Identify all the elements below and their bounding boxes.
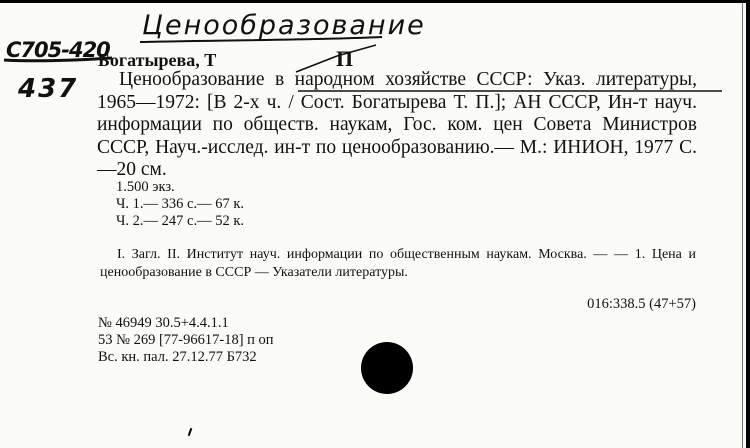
code-underline — [4, 58, 112, 61]
service-line-2: 53 № 269 [77-96617-18] п оп — [98, 332, 274, 348]
part-1-info: Ч. 1.— 336 с.— 67 к. — [116, 196, 245, 212]
card-punch-hole — [361, 342, 413, 394]
print-run: 1.500 экз. — [116, 179, 175, 195]
handwritten-subject-heading: Ценообразование — [142, 10, 426, 41]
handwritten-shelf-code: С705-420 — [6, 38, 110, 62]
tracing-block: I. Загл. II. Институт науч. информации по общественным наукам. Москва. — — 1. Цена и ценообразование в СССР — Указатели литературы. — [100, 247, 696, 280]
part-2-info: Ч. 2.— 247 с.— 52 к. — [116, 213, 245, 229]
copies-block — [116, 179, 244, 230]
handwriting-underline — [140, 37, 382, 42]
service-line-3: Вс. кн. пал. 27.12.77 Б732 — [98, 349, 257, 365]
section-marker: П — [336, 46, 354, 71]
handwritten-number: 437 — [18, 74, 79, 104]
bibliographic-description: Ценообразование в народном хозяйстве СССР: Указ. литературы, 1965—1972: [В 2-х ч. / Сост. Богатырева Т. П.]; АН СССР, Ин-т науч. информации по обществ. наукам, Гос. ком. цен Совета Министров СССР, Науч.-исслед. ин-т по ценообразованию.— М.: ИНИОН, 1977 С.—20 см. — [97, 69, 697, 180]
service-line-1: № 46949 30.5+4.4.1.1 — [98, 315, 229, 331]
classification-code: 016:338.5 (47+57) — [587, 296, 696, 312]
service-info — [98, 315, 274, 366]
author-heading: Богатырева, Т — [98, 50, 217, 70]
